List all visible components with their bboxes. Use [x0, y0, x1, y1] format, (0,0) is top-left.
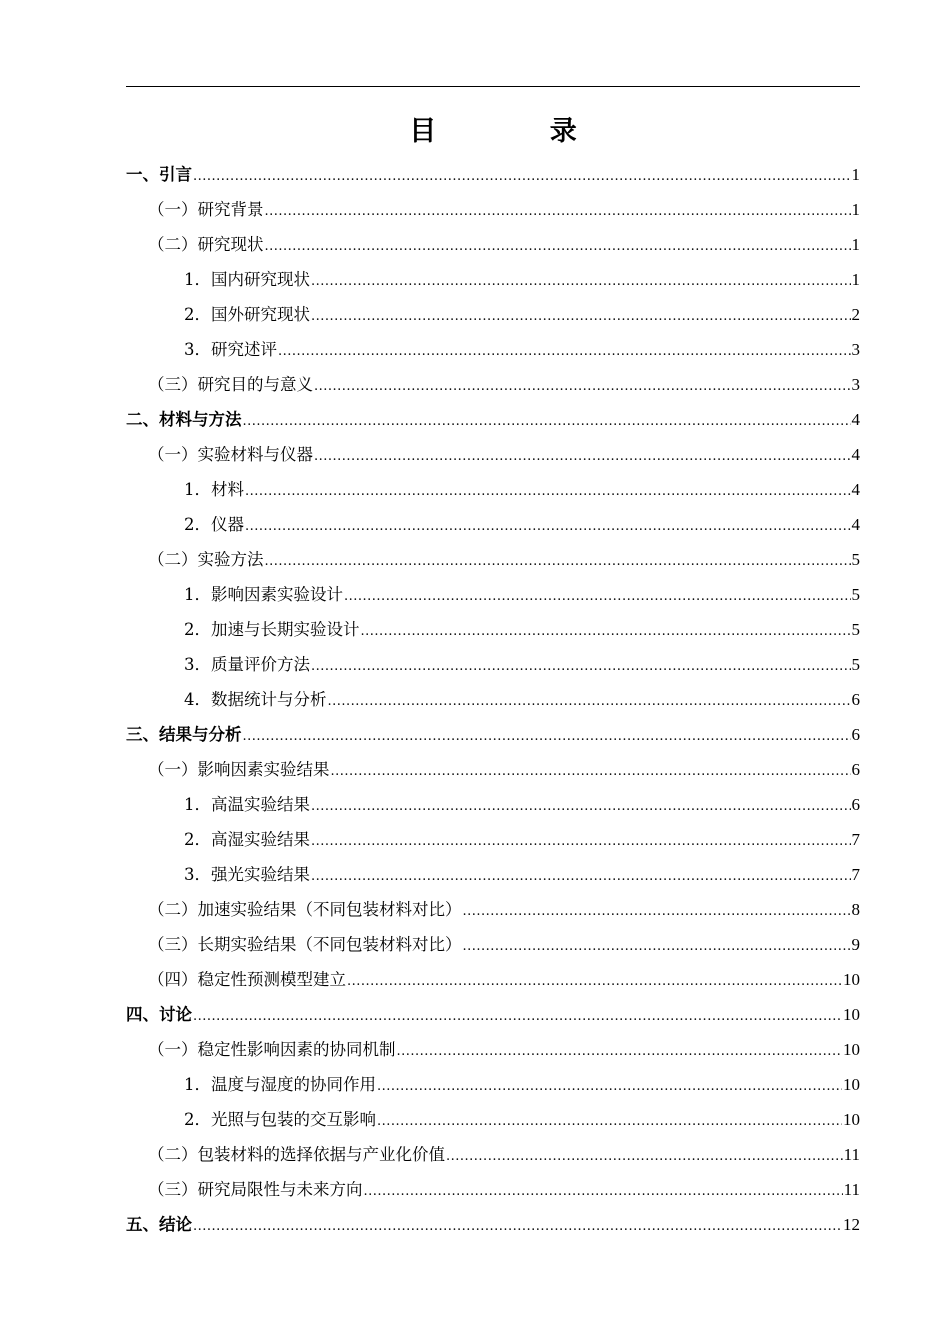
toc-entry[interactable]	[126, 507, 860, 542]
toc-dot-leader	[377, 1069, 842, 1104]
toc-dot-leader	[364, 1174, 843, 1209]
toc-entry-page: 10	[843, 1075, 860, 1094]
toc-entry-label: （三）研究目的与意义	[148, 375, 313, 394]
toc-dot-leader	[193, 1209, 842, 1244]
toc-entry-label: 1．温度与湿度的协同作用	[184, 1075, 376, 1094]
toc-dot-leader	[311, 264, 851, 299]
toc-dot-leader	[311, 789, 851, 824]
toc-dot-leader	[311, 859, 851, 894]
toc-dot-leader	[311, 649, 851, 684]
toc-entry-label: （一）实验材料与仪器	[148, 445, 313, 464]
toc-entry-label: 二、材料与方法	[126, 410, 242, 429]
toc-entry-page: 7	[851, 865, 860, 884]
toc-entry[interactable]	[126, 1032, 860, 1067]
toc-entry-page: 10	[843, 970, 860, 989]
toc-dot-leader	[243, 719, 851, 754]
toc-entry[interactable]	[126, 542, 860, 577]
toc-entry-page: 10	[843, 1110, 860, 1129]
toc-title: 目 录	[409, 116, 629, 147]
toc-entry-label: 3．研究述评	[184, 340, 277, 359]
toc-entry-label: 3．质量评价方法	[184, 655, 310, 674]
toc-entry-label: 4．数据统计与分析	[184, 690, 327, 709]
toc-entry[interactable]	[126, 1172, 860, 1207]
toc-entry-page: 4	[851, 480, 860, 499]
toc-entry-label: 一、引言	[126, 165, 192, 184]
toc-entry-page: 1	[851, 270, 860, 289]
toc-dot-leader	[265, 229, 851, 264]
toc-entry-page: 1	[851, 165, 860, 184]
toc-entry-page: 6	[851, 690, 860, 709]
toc-dot-leader	[328, 684, 851, 719]
toc-entry-page: 1	[851, 200, 860, 219]
toc-entry-page: 5	[851, 550, 860, 569]
toc-entry-page: 4	[851, 410, 860, 429]
toc-entry-page: 5	[851, 620, 860, 639]
toc-entry-page: 6	[851, 725, 860, 744]
toc-entry[interactable]	[126, 1102, 860, 1137]
toc-entry[interactable]	[126, 962, 860, 997]
toc-entry-label: 三、结果与分析	[126, 725, 242, 744]
toc-entry-label: （一）研究背景	[148, 200, 264, 219]
toc-entry-label: 五、结论	[126, 1215, 192, 1234]
toc-entry[interactable]	[126, 682, 860, 717]
toc-entry-label: 2．高湿实验结果	[184, 830, 310, 849]
toc-entry-label: （二）包装材料的选择依据与产业化价值	[148, 1145, 445, 1164]
toc-dot-leader	[446, 1139, 843, 1174]
toc-dot-leader	[361, 614, 851, 649]
toc-dot-leader	[311, 299, 851, 334]
toc-entry-page: 4	[851, 515, 860, 534]
toc-entry-label: 1．影响因素实验设计	[184, 585, 343, 604]
toc-dot-leader	[193, 159, 851, 194]
toc-entry-page: 2	[851, 305, 860, 324]
toc-entry-label: 3．强光实验结果	[184, 865, 310, 884]
toc-entry[interactable]	[126, 262, 860, 297]
toc-entry-page: 10	[843, 1040, 860, 1059]
toc-entry-label: 2．国外研究现状	[184, 305, 310, 324]
toc-entry-page: 10	[843, 1005, 860, 1024]
toc-entry[interactable]	[126, 787, 860, 822]
toc-entry[interactable]	[126, 332, 860, 367]
toc-dot-leader	[377, 1104, 842, 1139]
toc-dot-leader	[245, 509, 851, 544]
toc-entry-page: 11	[843, 1180, 860, 1199]
toc-entry[interactable]	[126, 927, 860, 962]
toc-entry-label: （四）稳定性预测模型建立	[148, 970, 346, 989]
toc-entry[interactable]	[126, 227, 860, 262]
toc-entry[interactable]	[126, 647, 860, 682]
toc-dot-leader	[245, 474, 851, 509]
toc-list	[126, 157, 860, 1242]
toc-entry-label: （二）研究现状	[148, 235, 264, 254]
toc-entry[interactable]	[126, 1067, 860, 1102]
toc-dot-leader	[344, 579, 851, 614]
toc-dot-leader	[311, 824, 851, 859]
toc-entry[interactable]	[126, 717, 860, 752]
header-rule	[126, 86, 860, 87]
toc-dot-leader	[331, 754, 851, 789]
toc-entry[interactable]	[126, 437, 860, 472]
toc-entry[interactable]	[126, 892, 860, 927]
toc-entry[interactable]	[126, 1137, 860, 1172]
toc-entry[interactable]	[126, 612, 860, 647]
toc-entry[interactable]	[126, 367, 860, 402]
toc-entry[interactable]	[126, 752, 860, 787]
toc-entry[interactable]	[126, 997, 860, 1032]
toc-dot-leader	[347, 964, 842, 999]
toc-entry-page: 6	[851, 795, 860, 814]
toc-entry[interactable]	[126, 472, 860, 507]
toc-dot-leader	[463, 929, 851, 964]
toc-entry[interactable]	[126, 857, 860, 892]
toc-entry[interactable]	[126, 192, 860, 227]
toc-entry-page: 3	[851, 340, 860, 359]
toc-entry-page: 7	[851, 830, 860, 849]
toc-dot-leader	[314, 439, 851, 474]
toc-entry-label: （一）影响因素实验结果	[148, 760, 330, 779]
toc-entry-label: 1．高温实验结果	[184, 795, 310, 814]
toc-entry-page: 11	[843, 1145, 860, 1164]
toc-entry-label: 2．仪器	[184, 515, 244, 534]
toc-dot-leader	[463, 894, 851, 929]
toc-entry-page: 6	[851, 760, 860, 779]
toc-dot-leader	[265, 194, 851, 229]
toc-entry-page: 1	[851, 235, 860, 254]
toc-entry[interactable]	[126, 297, 860, 332]
toc-entry-label: （二）加速实验结果（不同包装材料对比）	[148, 900, 462, 919]
toc-entry[interactable]	[126, 1207, 860, 1242]
toc-dot-leader	[193, 999, 842, 1034]
toc-entry-page: 5	[851, 655, 860, 674]
toc-entry-label: 1．国内研究现状	[184, 270, 310, 289]
toc-dot-leader	[265, 544, 851, 579]
toc-entry[interactable]	[126, 822, 860, 857]
toc-entry-label: （三）研究局限性与未来方向	[148, 1180, 363, 1199]
toc-entry-label: 四、讨论	[126, 1005, 192, 1024]
toc-entry-label: （一）稳定性影响因素的协同机制	[148, 1040, 396, 1059]
toc-entry-page: 12	[843, 1215, 860, 1234]
toc-dot-leader	[243, 404, 851, 439]
toc-entry[interactable]	[126, 577, 860, 612]
toc-dot-leader	[278, 334, 851, 369]
toc-entry-label: 1．材料	[184, 480, 244, 499]
toc-entry-page: 9	[851, 935, 860, 954]
toc-entry-label: （二）实验方法	[148, 550, 264, 569]
toc-entry-label: 2．光照与包装的交互影响	[184, 1110, 376, 1129]
toc-entry-label: 2．加速与长期实验设计	[184, 620, 360, 639]
toc-entry-page: 5	[851, 585, 860, 604]
toc-entry-page: 4	[851, 445, 860, 464]
toc-entry-label: （三）长期实验结果（不同包装材料对比）	[148, 935, 462, 954]
toc-entry-page: 8	[851, 900, 860, 919]
toc-entry[interactable]	[126, 402, 860, 437]
toc-dot-leader	[397, 1034, 843, 1069]
toc-dot-leader	[314, 369, 851, 404]
toc-entry-page: 3	[851, 375, 860, 394]
toc-entry[interactable]	[126, 157, 860, 192]
